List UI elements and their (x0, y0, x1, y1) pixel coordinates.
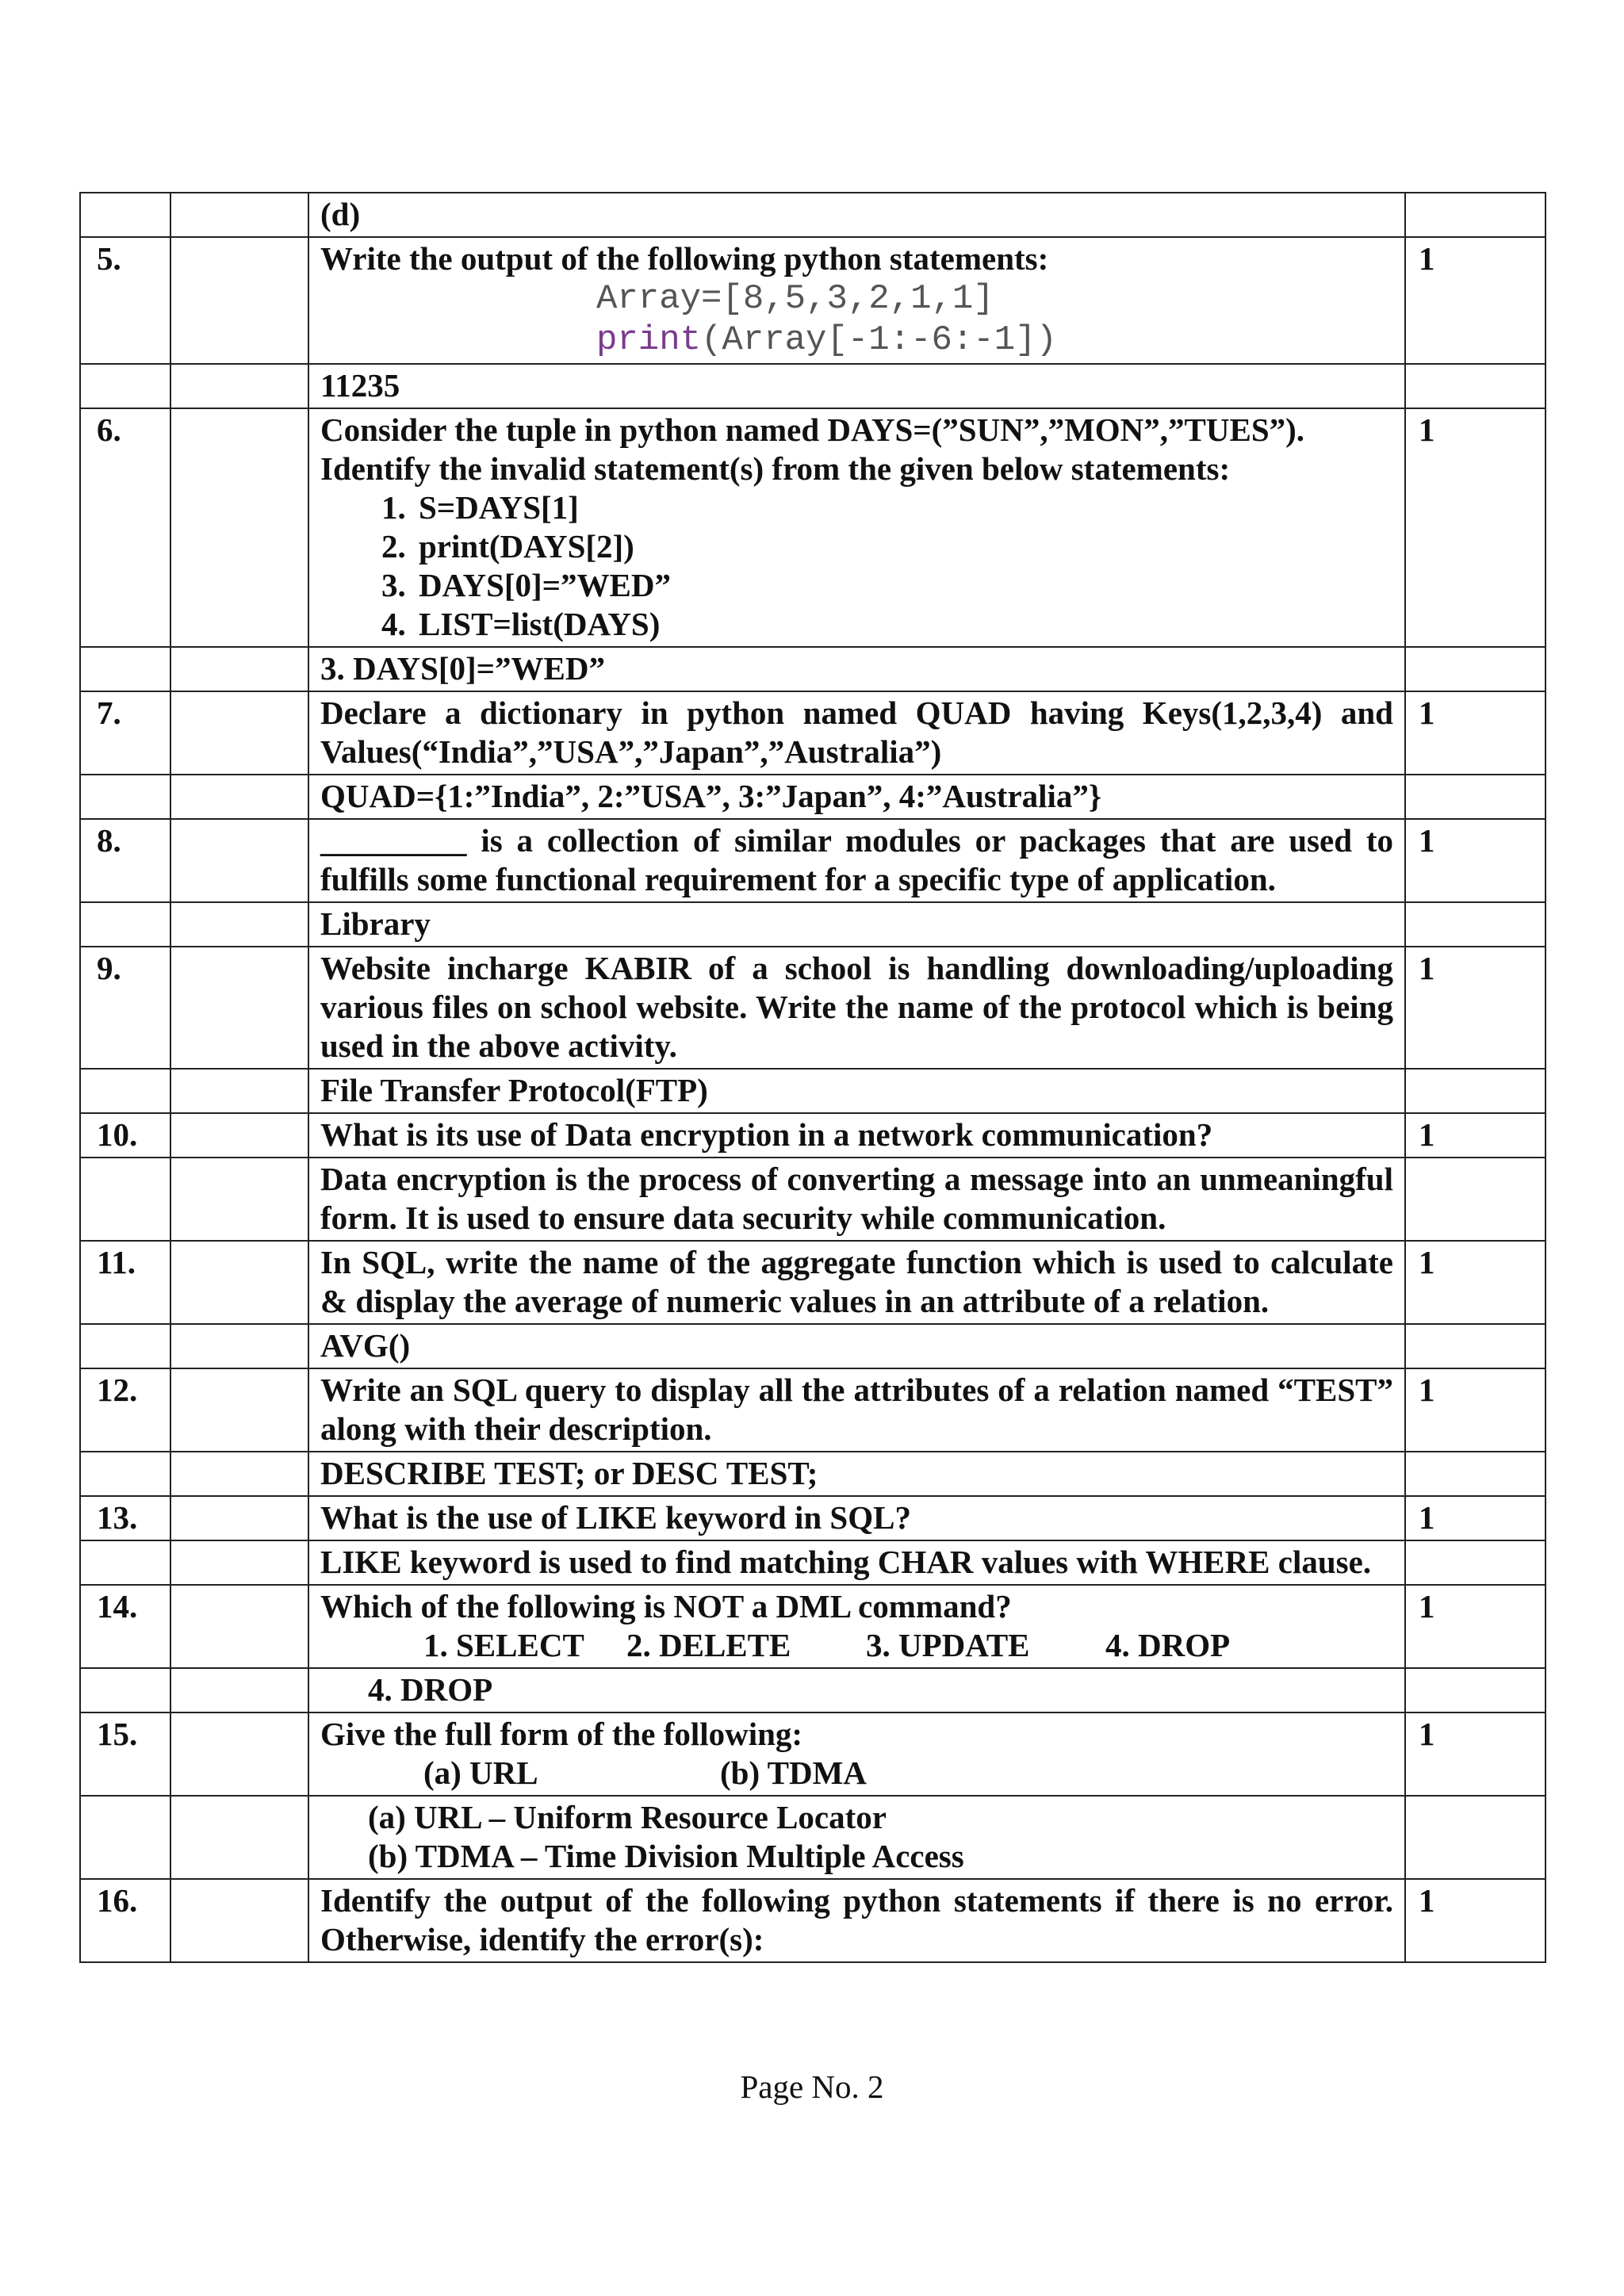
option: 4. DROP (1105, 1627, 1231, 1663)
question-number: 5. (80, 237, 170, 364)
table-row (80, 775, 1545, 819)
question-cell: Declare a dictionary in python named QUAD having Keys(1,2,3,4) and Values(“India”,”USA”,”Japan”,”Australia”) (308, 691, 1405, 775)
table-row (80, 237, 1545, 364)
table-row (80, 902, 1545, 947)
table-row (80, 1796, 1545, 1879)
marks-cell: 1 (1405, 237, 1545, 364)
question-cell: What is the use of LIKE keyword in SQL? (308, 1496, 1405, 1540)
marks-cell: 1 (1405, 819, 1545, 902)
table-row (80, 1585, 1545, 1668)
answer-cell: 11235 (308, 364, 1405, 408)
list-item: 2. print(DAYS[2]) (414, 527, 1393, 566)
table-row (80, 1496, 1545, 1540)
options-row (320, 1754, 1393, 1793)
table-row (80, 408, 1545, 647)
marks-cell: 1 (1405, 947, 1545, 1069)
question-text: Write the output of the following python statements: (320, 240, 1049, 277)
option: 3. UPDATE (866, 1627, 1030, 1663)
table-row (80, 1113, 1545, 1158)
question-number: 12. (80, 1368, 170, 1452)
question-number: 8. (80, 819, 170, 902)
option: (b) TDMA (720, 1755, 867, 1791)
question-text: Identify the invalid statement(s) from the given below statements: (320, 450, 1231, 487)
marks-cell: 1 (1405, 1585, 1545, 1668)
answer-cell: 3. DAYS[0]=”WED” (308, 647, 1405, 691)
question-text: Which of the following is NOT a DML command? (320, 1588, 1012, 1624)
answer-text: (a) URL – Uniform Resource Locator (368, 1799, 887, 1835)
table-row (80, 1324, 1545, 1368)
answer-cell: (d) (308, 193, 1405, 237)
question-cell (308, 408, 1405, 647)
table-row (80, 1241, 1545, 1324)
question-number: 6. (80, 408, 170, 647)
marks-cell: 1 (1405, 691, 1545, 775)
code-text: (Array[-1:-6:-1]) (701, 320, 1057, 360)
table-row (80, 647, 1545, 691)
marks-cell: 1 (1405, 1368, 1545, 1452)
answer-cell: Library (308, 902, 1405, 947)
answer-text: 4. DROP (368, 1671, 493, 1708)
option: 1. SELECT (423, 1627, 584, 1663)
question-number: 15. (80, 1712, 170, 1796)
answer-cell (308, 1796, 1405, 1879)
marks-cell: 1 (1405, 1113, 1545, 1158)
marks-cell: 1 (1405, 1241, 1545, 1324)
question-number: 16. (80, 1879, 170, 1962)
marks-cell: 1 (1405, 1496, 1545, 1540)
table-row (80, 1879, 1545, 1962)
table-row (80, 947, 1545, 1069)
table-row (80, 691, 1545, 775)
question-text: Give the full form of the following: (320, 1716, 803, 1752)
table-row (80, 1668, 1545, 1712)
question-number: 14. (80, 1585, 170, 1668)
page-number: Page No. 2 (740, 2068, 884, 2105)
marks-cell: 1 (1405, 1712, 1545, 1796)
table-row (80, 1452, 1545, 1496)
question-cell: In SQL, write the name of the aggregate function which is used to calculate & display the average of numeric values in an attribute of a relation. (308, 1241, 1405, 1324)
table-row (80, 1368, 1545, 1452)
table-row (80, 1069, 1545, 1113)
options-row (320, 1626, 1393, 1665)
answer-cell: File Transfer Protocol(FTP) (308, 1069, 1405, 1113)
question-number: 13. (80, 1496, 170, 1540)
list-item: 3. DAYS[0]=”WED” (414, 566, 1393, 605)
answer-cell: LIKE keyword is used to find matching CHAR values with WHERE clause. (308, 1540, 1405, 1585)
list-item: 1. S=DAYS[1] (414, 488, 1393, 527)
table-row (80, 1712, 1545, 1796)
list-item: 4. LIST=list(DAYS) (414, 605, 1393, 644)
code-line (320, 320, 1393, 361)
answer-cell: Data encryption is the process of converting a message into an unmeaningful form. It is used to ensure data security while communication. (308, 1158, 1405, 1241)
question-number: 9. (80, 947, 170, 1069)
question-text: Consider the tuple in python named DAYS=(”SUN”,”MON”,”TUES”). (320, 411, 1305, 448)
answer-cell (308, 1668, 1405, 1712)
question-cell (308, 1585, 1405, 1668)
table-row (80, 1540, 1545, 1585)
answer-cell: DESCRIBE TEST; or DESC TEST; (308, 1452, 1405, 1496)
marks-cell: 1 (1405, 1879, 1545, 1962)
table-row (80, 1158, 1545, 1241)
question-cell: Website incharge KABIR of a school is handling downloading/uploading various files on school website. Write the name of the protocol which is being used in the above activity. (308, 947, 1405, 1069)
marks-cell: 1 (1405, 408, 1545, 647)
question-cell: _________ is a collection of similar modules or packages that are used to fulfills some functional requirement for a specific type of application. (308, 819, 1405, 902)
option: 2. DELETE (626, 1627, 791, 1663)
question-cell: Identify the output of the following python statements if there is no error. Otherwise, identify the error(s): (308, 1879, 1405, 1962)
table-row (80, 193, 1545, 237)
answer-cell: QUAD={1:”India”, 2:”USA”, 3:”Japan”, 4:”Australia”} (308, 775, 1405, 819)
question-cell (308, 1712, 1405, 1796)
table-row (80, 819, 1545, 902)
code-line: Array=[8,5,3,2,1,1] (596, 279, 994, 319)
statement-list (320, 488, 1393, 644)
answer-cell: AVG() (308, 1324, 1405, 1368)
code-keyword: print (596, 320, 702, 360)
question-cell: Write an SQL query to display all the attributes of a relation named “TEST” along with their description. (308, 1368, 1405, 1452)
option: (a) URL (423, 1755, 538, 1791)
question-number: 11. (80, 1241, 170, 1324)
table-row (80, 364, 1545, 408)
question-cell (308, 237, 1405, 364)
question-cell: What is its use of Data encryption in a network communication? (308, 1113, 1405, 1158)
question-answer-table (79, 192, 1546, 1963)
answer-text: (b) TDMA – Time Division Multiple Access (368, 1838, 964, 1874)
question-number: 10. (80, 1113, 170, 1158)
question-number: 7. (80, 691, 170, 775)
